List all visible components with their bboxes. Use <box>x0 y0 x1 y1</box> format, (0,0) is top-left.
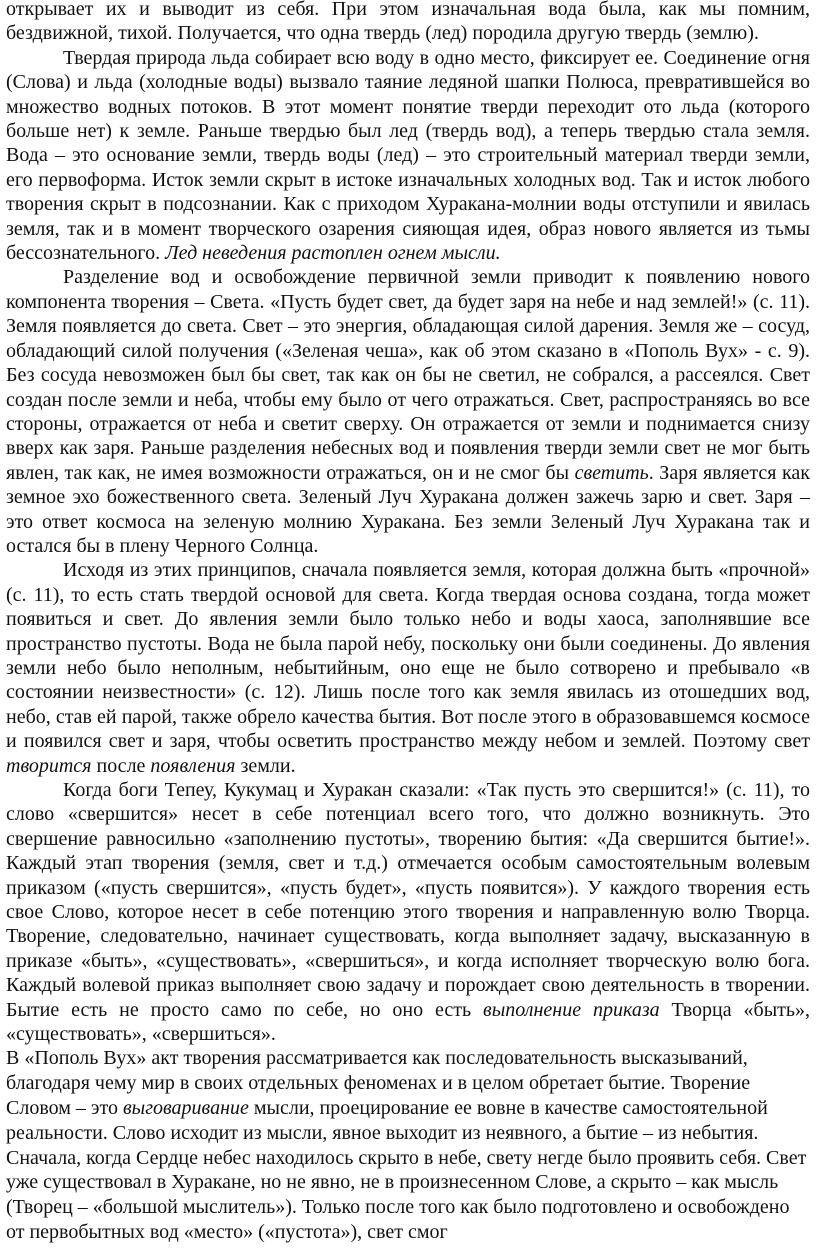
paragraph-3 <box>6 265 810 558</box>
paragraph-1 <box>6 0 810 46</box>
paragraph-text: открывает их и выводит из себя. При этом изначальная вода была, как мы помним, бездвижной, тихой. Получается, что одна твердь (лед) породила другую твердь (землю). <box>6 0 810 45</box>
paragraph-5 <box>6 778 810 1046</box>
paragraph-4 <box>6 558 810 778</box>
paragraph-text: земли. <box>235 754 296 777</box>
paragraph-text: после <box>91 754 151 777</box>
paragraph-text: Творца «быть», «существовать», «свершиться». <box>6 998 810 1046</box>
paragraph-text: Разделение вод и освобождение первичной земли приводит к появлению нового компонента творения – Света. «Пусть будет свет, да будет заря на небе и над землей!» (с. 11). Земля появляется до света. Свет – это энергия, обладающая силой дарения. Земля же – сосуд, обладающий силой получения («Зеленая чеша», как об этом сказано в «Пополь Вух» - с. 9). Без сосуда невозможен был бы свет, так как он бы не светил, не собрался, а рассеялся. Свет создан после земли и неба, чтобы ему было от чего отражаться. Свет, распространяясь во все стороны, отражается от неба и светит сверху. Он отражается от земли и поднимается снизу вверх как заря. Раньше разделения небесных вод и появления тверди земли свет не мог быть явлен, так как, не имея возможности отражаться, он и не смог бы <box>6 266 810 484</box>
paragraph-6 <box>6 1046 810 1244</box>
paragraph-2 <box>6 46 810 266</box>
paragraph-text: мысли, проецирование ее вовне в качестве самостоятельной реальности. Слово исходит из мысли, явное выходит из неявного, а бытие – из небытия. Сначала, когда Сердце небес находилось скрыто в небе, свету негде было проявить себя. Свет уже существовал в Хуракане, но не явно, не в произнесенном Слове, а скрыто – как мысль (Творец – «большой мыслитель»). Только после того как было подготовлено и освобождено от первобытных вод «место» («пустота»), свет смог <box>6 1097 807 1244</box>
italic-phrase: Лед неведения растоплен огнем мысли. <box>165 242 501 265</box>
italic-word: выговаривание <box>122 1097 249 1120</box>
paragraph-text: Когда боги Тепеу, Кукумац и Хуракан сказали: «Так пусть это свершится!» (с. 11), то слово «свершится» несет в себе потенциал всего того, что должно возникнуть. Это свершение равносильно «заполнению пустоты», творению бытия: «Да свершится бытие!». Каждый этап творения (земля, свет и т.д.) отмечается особым самостоятельным волевым приказом («пусть свершится», «пусть будет», «пусть появится»). У каждого творения есть свое Слово, которое несет в себе потенцию этого творения и направленную волю Творца. Творение, следовательно, начинает существовать, когда выполняет задачу, высказанную в приказе «быть», «существовать», «свершиться», и когда исполняет творческую волю бога. Каждый волевой приказ выполняет свою задачу и порождает свою деятельность в творении. Бытие есть не просто само по себе, но оно есть <box>6 779 810 1021</box>
italic-word: светить <box>574 461 649 484</box>
paragraph-text: В «Пополь Вух» акт творения рассматривается как последовательность высказываний, благодаря чему мир в своих отдельных феноменах и в целом обретает бытие. Творение Словом – это <box>6 1047 751 1120</box>
italic-word: творится <box>6 754 92 777</box>
italic-phrase: выполнение приказа <box>483 998 660 1021</box>
paragraph-text: . Заря является как земное эхо божественного света. Зеленый Луч Хуракана должен зажечь зарю и свет. Заря – это ответ космоса на зеленую молнию Хуракана. Без земли Зеленый Луч Хуракана так и остался бы в плену Черного Солнца. <box>6 461 810 557</box>
paragraph-text: Исходя из этих принципов, сначала появляется земля, которая должна быть «прочной» (с. 11), то есть стать твердой основой для света. Когда твердая основа создана, тогда может появиться и свет. До явления земли было только небо и воды хаоса, заполнявшие все пространство пустоты. Вода не была парой небу, поскольку они были соединены. До явления земли небо было неполным, небытийным, оно еще не было сотворено и пребывало «в состоянии неизвестности» (с. 12). Лишь после того как земля явилась из отошедших вод, небо, став ей парой, также обрело качества бытия. Вот после этого в образовавшемся космосе и появился свет и заря, чтобы осветить пространство между небом и землей. Поэтому свет <box>6 559 810 753</box>
paragraph-text: Твердая природа льда собирает всю воду в одно место, фиксирует ее. Соединение огня (Слова) и льда (холодные воды) вызвало таяние ледяной шапки Полюса, превратившейся во множество водных потоков. В этот момент понятие тверди переходит ото льда (которого больше нет) к земле. Раньше твердью был лед (твердь вод), а теперь твердью стала земля. Вода – это основание земли, твердь воды (лед) – это строительный материал тверди земли, его первоформа. Исток земли скрыт в истоке изначальных холодных вод. Так и исток любого творения скрыт в подсознании. Как с приходом Хуракана-молнии воды отступили и явилась земля, так и в момент творческого озарения сияющая идея, образ нового является из тьмы бессознательного. <box>6 46 810 265</box>
italic-word: появления <box>150 754 236 777</box>
